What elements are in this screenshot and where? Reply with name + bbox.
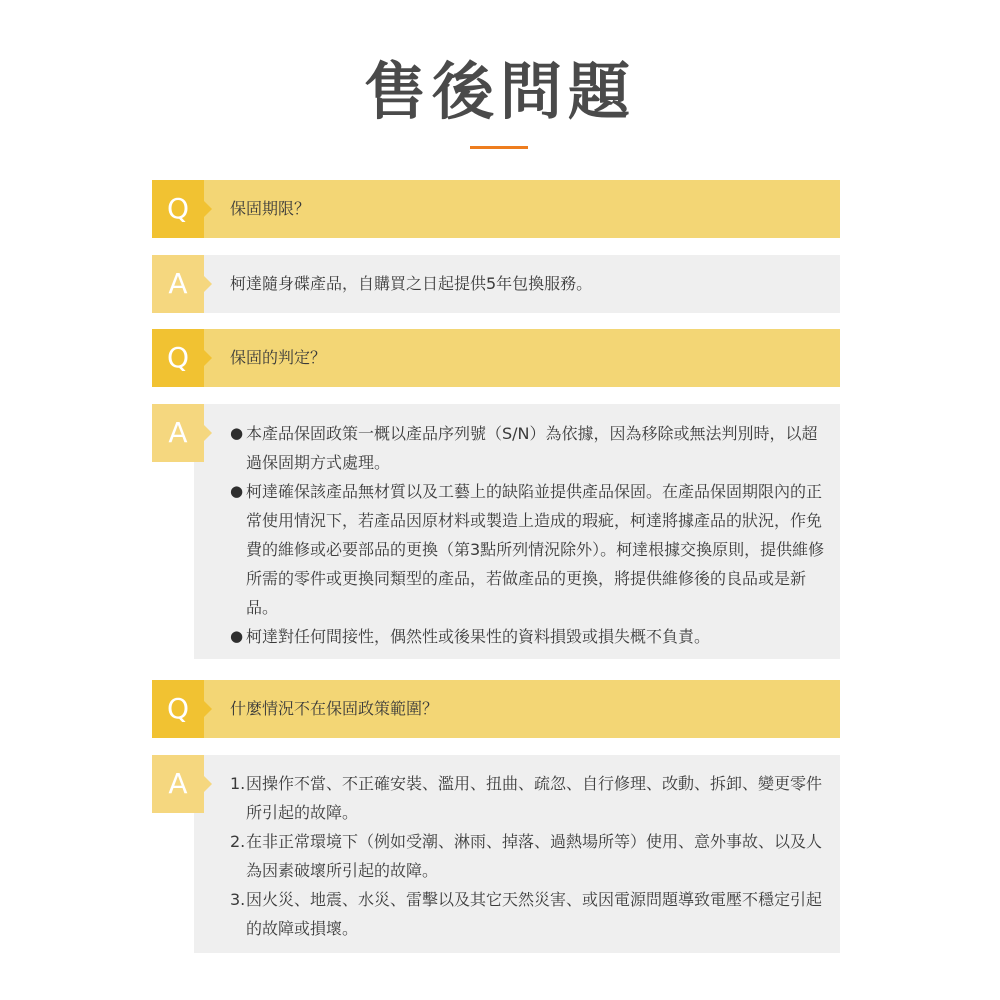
list-item <box>230 827 834 885</box>
list-item-number: 1. <box>230 774 246 793</box>
a-badge: A <box>152 404 204 462</box>
a-badge: A <box>152 255 204 313</box>
answer-box-warranty-judgment <box>194 404 840 659</box>
q-badge: Q <box>152 680 204 738</box>
list-item <box>230 419 832 477</box>
title-divider <box>470 146 528 149</box>
list-item <box>230 477 832 622</box>
list-item-text: 因操作不當、不正確安裝、濫用、扭曲、疏忽、自行修理、改動、拆卸、變更零件所引起的故障。 <box>246 774 823 822</box>
list-item-text: 因火災、地震、水災、雷擊以及其它天然災害、或因電源問題導致電壓不穩定引起的故障或損壞。 <box>246 890 823 938</box>
page-title: 售後問題 <box>363 55 636 128</box>
list-item <box>230 622 832 651</box>
list-item-text: 柯達確保該產品無材質以及工藝上的缺陷並提供產品保固。在產品保固期限內的正常使用情況下，若產品因原材料或製造上造成的瑕疵，柯達將據產品的狀況，作免費的維修或必要部品的更換（第3點所列情況除外）。柯達根據交換原則，提供維修所需的零件或更換同類型的產品，若做產品的更換，將提供維修後的良品或是新品。 <box>246 482 825 617</box>
question-text: 什麼情況不在保固政策範圍？ <box>230 699 439 718</box>
bullet-icon: ● <box>230 482 244 500</box>
question-text: 保固期限？ <box>230 199 311 218</box>
list-item-text: 本產品保固政策一概以產品序列號（S/N）為依據，因為移除或無法判別時，以超過保固期方式處理。 <box>246 424 818 472</box>
bullet-icon: ● <box>230 424 244 442</box>
list-item-number: 2. <box>230 832 246 851</box>
answer-list <box>230 769 834 943</box>
answer-text: 柯達隨身碟產品，自購買之日起提供5年包換服務。 <box>230 274 593 293</box>
bullet-icon: ● <box>230 627 244 645</box>
answer-box-exclusions <box>194 755 840 953</box>
answer-box-warranty-period <box>194 255 840 313</box>
a-badge: A <box>152 755 204 813</box>
list-item <box>230 885 834 943</box>
list-item-text: 在非正常環境下（例如受潮、淋雨、掉落、過熱場所等）使用、意外事故、以及人為因素破壞所引起的故障。 <box>246 832 823 880</box>
list-item-text: 柯達對任何間接性，偶然性或後果性的資料損毀或損失概不負責。 <box>246 627 711 646</box>
list-item <box>230 769 834 827</box>
q-badge: Q <box>152 180 204 238</box>
question-bar-warranty-period <box>152 180 840 238</box>
question-bar-warranty-judgment <box>152 329 840 387</box>
q-badge: Q <box>152 329 204 387</box>
list-item-number: 3. <box>230 890 246 909</box>
question-text: 保固的判定？ <box>230 348 327 367</box>
question-bar-exclusions <box>152 680 840 738</box>
answer-list <box>230 419 832 651</box>
